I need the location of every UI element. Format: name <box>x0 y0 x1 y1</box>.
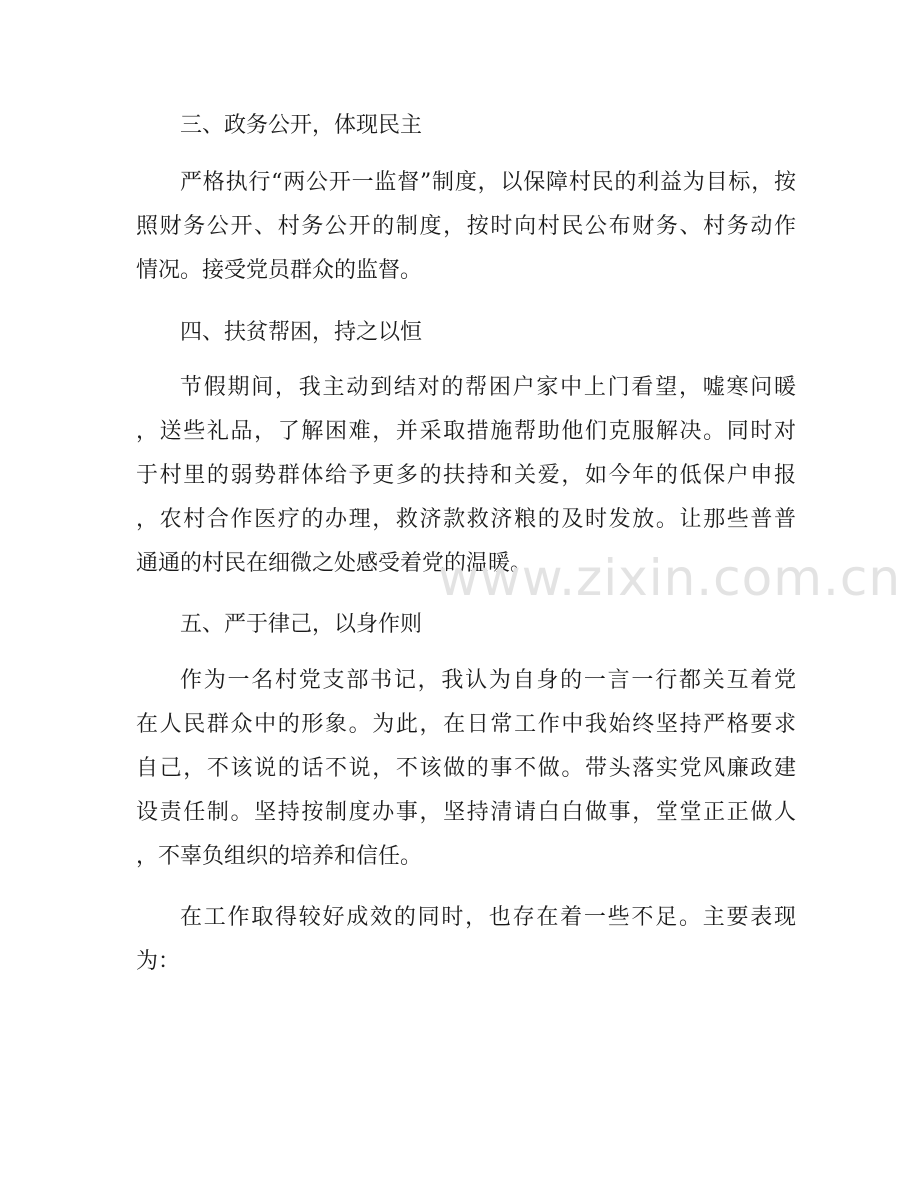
paragraph-line: 于村里的弱势群体给予更多的扶持和关爱，如今年的低保户申报 <box>136 463 796 488</box>
paragraph-line: ，不辜负组织的培养和信任。 <box>136 844 423 869</box>
heading-section-5: 五、严于律己，以身作则 <box>180 612 423 637</box>
heading-section-4: 四、扶贫帮困，持之以恒 <box>180 320 423 345</box>
paragraph-line: 照财务公开、村务公开的制度，按时向村民公布财务、村务动作 <box>136 214 796 239</box>
paragraph-line: 在工作取得较好成效的同时，也存在着一些不足。主要表现 <box>180 905 796 930</box>
paragraph-line: ，送些礼品，了解困难，并采取措施帮助他们克服解决。同时对 <box>136 419 796 444</box>
paragraph-line: ，农村合作医疗的办理，救济款救济粮的及时发放。让那些普普 <box>136 507 796 532</box>
heading-section-3: 三、政务公开，体现民主 <box>180 113 423 138</box>
paragraph-line: 自己，不该说的话不说，不该做的事不做。带头落实党风廉政建 <box>136 756 796 781</box>
paragraph-line: 情况。接受党员群众的监督。 <box>136 258 423 283</box>
paragraph-line: 严格执行“两公开一监督”制度，以保障村民的利益为目标，按 <box>180 170 796 195</box>
paragraph-line: 设责任制。坚持按制度办事，坚持清请白白做事，堂堂正正做人 <box>136 800 796 825</box>
watermark-text: www.zixin.com.cn <box>438 549 902 607</box>
paragraph-line: 为： <box>136 949 181 974</box>
paragraph-line: 通通的村民在细微之处感受着党的温暖。 <box>136 551 533 576</box>
paragraph-line: 节假期间，我主动到结对的帮困户家中上门看望，嘘寒问暖 <box>180 375 796 400</box>
paragraph-line: 作为一名村党支部书记，我认为自身的一言一行都关互着党 <box>180 668 796 693</box>
paragraph-line: 在人民群众中的形象。为此，在日常工作中我始终坚持严格要求 <box>136 712 796 737</box>
